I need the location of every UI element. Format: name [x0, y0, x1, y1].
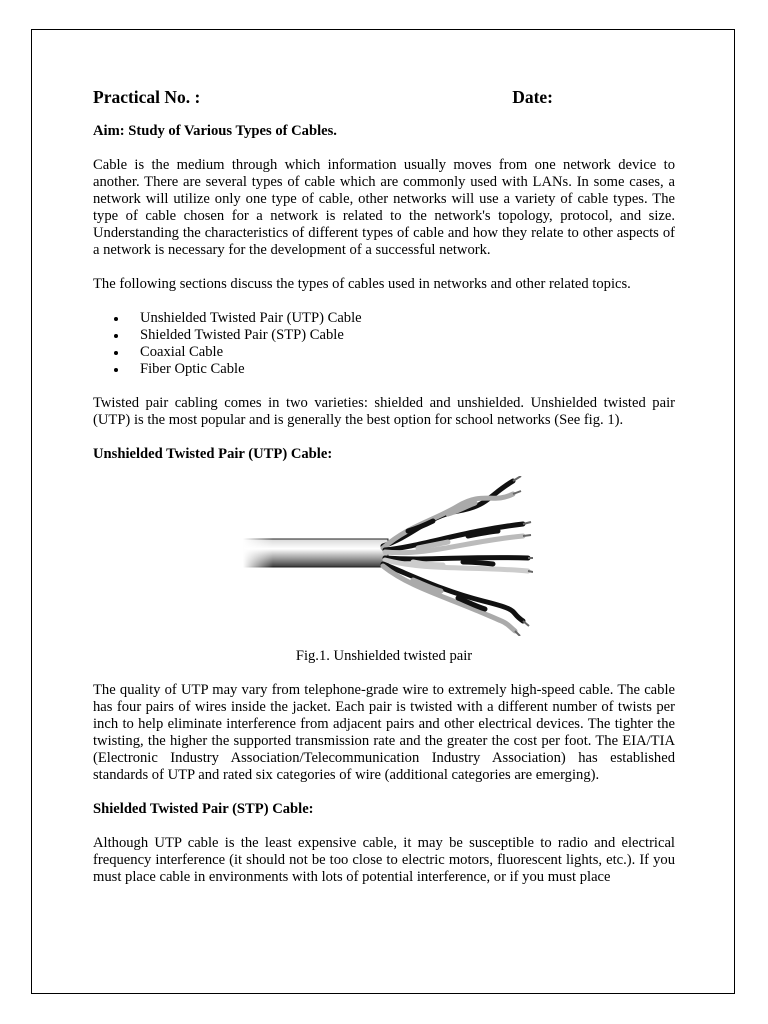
- practical-number-label: Practical No. :: [93, 87, 201, 107]
- date-label: Date:: [512, 87, 553, 107]
- aim-heading: Aim: Study of Various Types of Cables.: [93, 123, 337, 139]
- stp-heading: Shielded Twisted Pair (STP) Cable:: [93, 801, 314, 817]
- list-item: Shielded Twisted Pair (STP) Cable: [140, 327, 675, 344]
- cable-types-list: [93, 310, 675, 378]
- document-body: [93, 86, 675, 886]
- utp-cable-illustration: [243, 476, 533, 636]
- sections-intro: The following sections discuss the types of cables used in networks and other related topics.: [93, 276, 631, 292]
- figure-caption: Fig.1. Unshielded twisted pair: [295, 648, 473, 664]
- intro-paragraph: Cable is the medium through which information usually moves from one network device to another. There are several types of cable which are commonly used with LANs. In some cases, a network will utilize only one type of cable, other networks will use a variety of cable types. The type of cable chosen for a network is related to the network's topology, protocol, and size. Understanding the characteristics of different types of cable and how they relate to other aspects of a network is necessary for the development of a successful network.: [93, 157, 675, 258]
- document-header: [93, 86, 675, 108]
- list-item: Fiber Optic Cable: [140, 361, 675, 378]
- utp-paragraph: The quality of UTP may vary from telephone-grade wire to extremely high-speed cable. The cable has four pairs of wires inside the jacket. Each pair is twisted with a different number of twists per inch to help eliminate interference from adjacent pairs and other electrical devices. The tighter the twisting, the higher the supported transmission rate and the greater the cost per foot. The EIA/TIA (Electronic Industry Association/Telecommunication Industry Association) has established standards of UTP and rated six categories of wire (additional categories are emerging).: [93, 682, 675, 783]
- utp-heading: Unshielded Twisted Pair (UTP) Cable:: [93, 446, 333, 462]
- stp-paragraph: Although UTP cable is the least expensive cable, it may be susceptible to radio and electrical frequency interference (it should not be too close to electric motors, fluorescent lights, etc.). If you must place cable in environments with lots of potential interference, or if you must place: [93, 835, 675, 885]
- twisted-pair-paragraph: Twisted pair cabling comes in two varieties: shielded and unshielded. Unshielded twisted pair (UTP) is the most popular and is generally the best option for school networks (See fig. 1).: [93, 395, 675, 428]
- utp-cable-figure: [93, 476, 675, 626]
- list-item: Unshielded Twisted Pair (UTP) Cable: [140, 310, 675, 327]
- list-item: Coaxial Cable: [140, 344, 675, 361]
